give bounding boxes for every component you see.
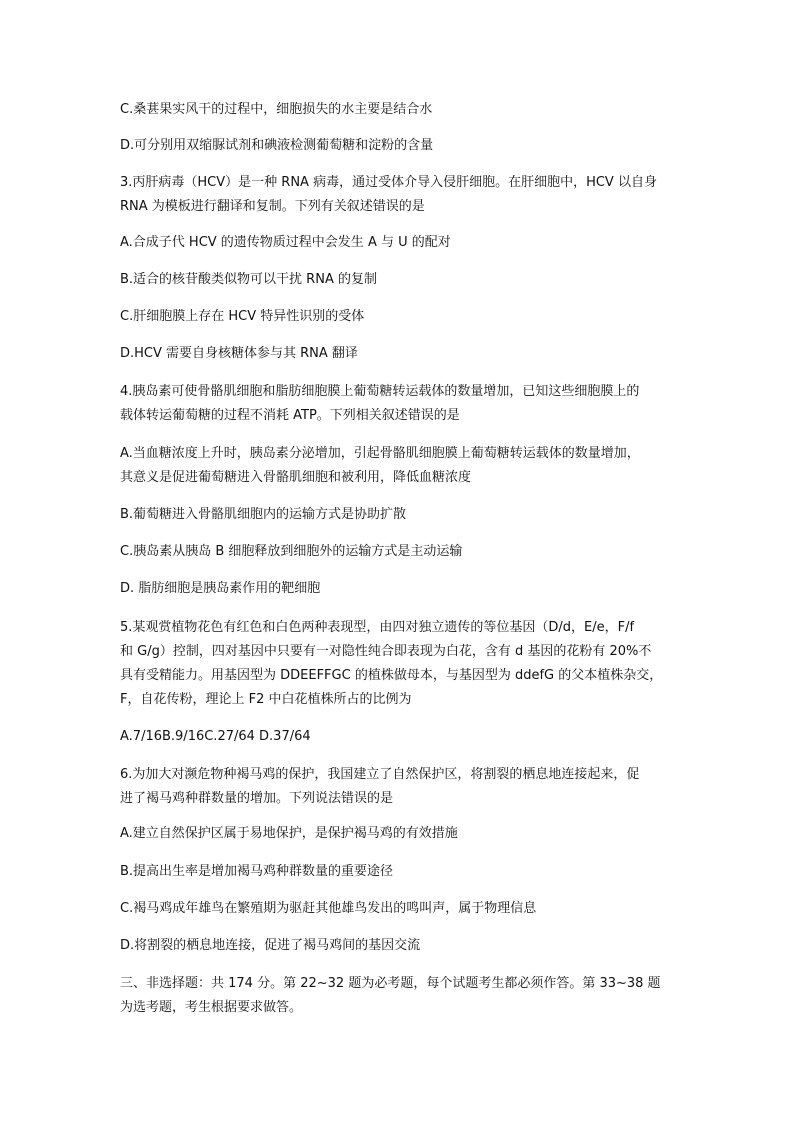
question-4-text-line-1: 4.胰岛素可使骨骼肌细胞和脂肪细胞膜上葡萄糖转运载体的数量增加，已知这些细胞膜上的 bbox=[120, 384, 640, 399]
option-3c: C.桑葚果实风干的过程中，细胞损失的水主要是结合水 bbox=[120, 102, 433, 117]
question-6-option-b: B.提高出生率是增加褐马鸡种群数量的重要途径 bbox=[120, 864, 394, 879]
question-6-option-d: D.将割裂的栖息地连接，促进了褐马鸡间的基因交流 bbox=[120, 938, 421, 953]
section-3-heading-line-1: 三、非选择题：共 174 分。第 22~32 题为必考题，每个试题考生都必须作答。第 33~38 题 bbox=[120, 976, 661, 991]
question-3-text-line-1: 3.丙肝病毒（HCV）是一种 RNA 病毒，通过受体介导入侵肝细胞。在肝细胞中，HCV 以自身 bbox=[120, 175, 657, 190]
question-5-options: A.7/16B.9/16C.27/64 D.37/64 bbox=[120, 729, 311, 744]
question-5-text-line-3: 具有受精能力。用基因型为 DDEEFFGC 的植株做母本，与基因型为 ddefG 的父本植株杂交， bbox=[120, 668, 663, 683]
question-5-text-line-1: 5.某观赏植物花色有红色和白色两种表现型，由四对独立遗传的等位基因（D/d，E/e，F/f bbox=[120, 620, 635, 635]
question-5-text-line-4: F，自花传粉，理论上 F2 中白花植株所占的比例为 bbox=[120, 692, 412, 707]
question-3-option-a: A.合成子代 HCV 的遗传物质过程中会发生 A 与 U 的配对 bbox=[120, 235, 451, 250]
question-4-option-a-line-2: 其意义是促进葡萄糖进入骨骼肌细胞和被利用，降低血糖浓度 bbox=[120, 470, 472, 485]
question-6-text-line-1: 6.为加大对濒危物种褐马鸡的保护，我国建立了自然保护区，将割裂的栖息地连接起来，促 bbox=[120, 767, 640, 782]
question-4-option-a-line-1: A.当血糖浓度上升时，胰岛素分泌增加，引起骨骼肌细胞膜上葡萄糖转运载体的数量增加， bbox=[120, 446, 640, 461]
question-5-text-line-2: 和 G/g）控制，四对基因中只要有一对隐性纯合即表现为白花，含有 d 基因的花粉有 20%不 bbox=[120, 644, 652, 659]
question-4-text-line-2: 载体转运葡萄糖的过程不消耗 ATP。下列相关叙述错误的是 bbox=[120, 408, 460, 423]
question-6-option-a: A.建立自然保护区属于易地保护，是保护褐马鸡的有效措施 bbox=[120, 826, 458, 841]
question-6-option-c: C.褐马鸡成年雄鸟在繁殖期为驱赶其他雄鸟发出的鸣叫声，属于物理信息 bbox=[120, 901, 537, 916]
question-4-option-b: B.葡萄糖进入骨骼肌细胞内的运输方式是协助扩散 bbox=[120, 507, 407, 522]
question-3-text-line-2: RNA 为模板进行翻译和复制。下列有关叙述错误的是 bbox=[120, 199, 425, 214]
option-3d: D.可分别用双缩脲试剂和碘液检测葡萄糖和淀粉的含量 bbox=[120, 138, 434, 153]
question-6-text-line-2: 进了褐马鸡种群数量的增加。下列说法错误的是 bbox=[120, 791, 394, 806]
question-4-option-d: D. 脂肪细胞是胰岛素作用的靶细胞 bbox=[120, 581, 321, 596]
question-3-option-d: D.HCV 需要自身核糖体参与其 RNA 翻译 bbox=[120, 346, 358, 361]
question-3-option-c: C.肝细胞膜上存在 HCV 特异性识别的受体 bbox=[120, 309, 365, 324]
question-4-option-c: C.胰岛素从胰岛 B 细胞释放到细胞外的运输方式是主动运输 bbox=[120, 544, 463, 559]
question-3-option-b: B.适合的核苷酸类似物可以干扰 RNA 的复制 bbox=[120, 272, 377, 287]
section-3-heading-line-2: 为选考题，考生根据要求做答。 bbox=[120, 1000, 303, 1015]
